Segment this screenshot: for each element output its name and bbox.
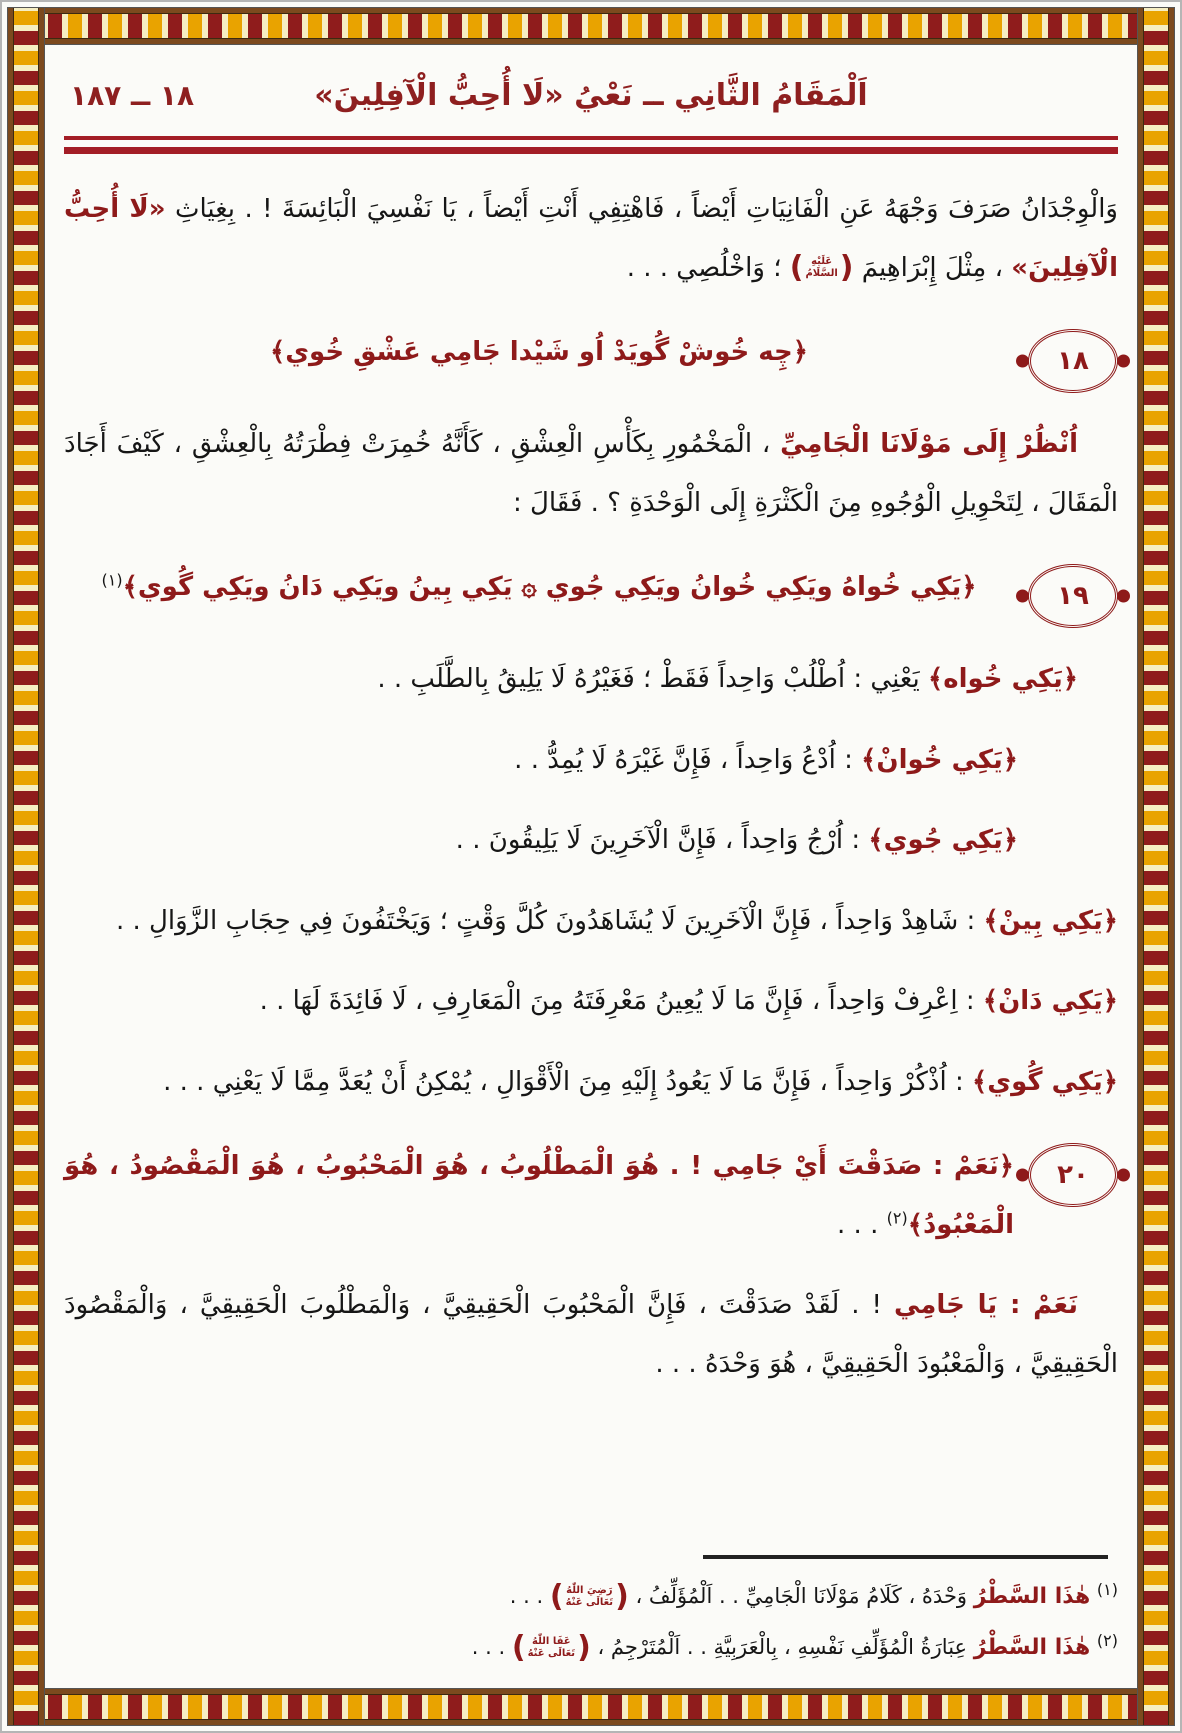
lemma-gloss: : اُرْجُ وَاحِداً ، فَإِنَّ الْآخَرِينَ لَا يَلِيقُونَ . . <box>455 825 869 855</box>
paragraph-affirmation <box>64 1276 1118 1393</box>
paragraph-intro <box>64 180 1118 297</box>
ornamental-border-bottom <box>8 1689 1174 1725</box>
verse-number-badge: ١٨ <box>1028 329 1118 393</box>
jami-lead-red: اُنْظُرْ إِلَى مَوْلَانَا الْجَامِيِّ <box>780 429 1078 459</box>
lemma-red: ﴿يَكِي جُوي﴾ <box>868 825 1018 855</box>
verse-20-text <box>64 1137 1014 1254</box>
intro-text-2: ، مِثْلَ إِبْرَاهِيمَ <box>853 252 1012 283</box>
page-content <box>64 72 1118 1675</box>
intro-text-1: وَالْوِجْدَانُ صَرَفَ وَجْهَهُ عَنِ الْفَانِيَاتِ أَيْضاً ، فَاهْتِفِي أَنْتِ أَيْضاً ، يَا نَفْسِيَ الْبَائِسَةَ ! . بِغِيَاثِ <box>165 194 1118 224</box>
affirmation-red: نَعَمْ : يَا جَامِي <box>893 1290 1078 1320</box>
commentary-line <box>64 972 1118 1031</box>
footnote-separator <box>703 1555 1108 1559</box>
commentary-line <box>64 650 1118 709</box>
footnotes-block <box>64 1555 1118 1675</box>
commentary-line <box>64 892 1118 951</box>
seal-paren-close: ) <box>511 1629 526 1665</box>
footnote-text: وَحْدَهُ ، كَلَامُ مَوْلَانَا الْجَامِيِّ . . اَلْمُؤَلِّفُ ، <box>628 1583 974 1608</box>
lemma-red: ﴿يَكِي گُوي﴾ <box>972 1066 1118 1097</box>
lemma-gloss: : شَاهِدْ وَاحِداً ، فَإِنَّ الْآخَرِينَ لَا يُشَاهَدُونَ كُلَّ وَقْتٍ ؛ وَيَخْتَفُونَ فِي حِجَابِ الزَّوَالِ . . <box>115 905 984 936</box>
verse-number-badge: ١٩ <box>1028 564 1118 628</box>
verse-19-body: ﴿يَكِي خُواهُ ويَكِي خُوانُ ويَكِي جُوي ۞ يَكِي بِينُ ويَكِي دَانُ ويَكِي گُوي﴾ <box>122 572 977 602</box>
ornamental-border-right <box>1138 8 1174 1725</box>
seal-paren-open: ( <box>615 1578 629 1614</box>
verse-19-text <box>64 558 1014 617</box>
verse-18-row <box>64 323 1118 393</box>
footnote-text: عِبَارَةُ الْمُؤَلِّفِ نَفْسِهِ ، بِالْعَرَبِيَّةِ . . اَلْمُتَرْجِمُ ، <box>590 1634 974 1659</box>
intro-text-3: ؛ وَاخْلُصِي . . . <box>626 252 790 283</box>
lemma-red: ﴿يَكِي خُواه﴾ <box>927 664 1078 694</box>
blessing-seal <box>789 250 854 285</box>
verse-number-badge: ٢٠ <box>1028 1143 1118 1207</box>
verse-20-tail: . . . <box>837 1209 887 1240</box>
verse-20-row <box>64 1137 1118 1254</box>
chapter-title: اَلْمَقَامُ الثَّانِي ــ نَعْيُ «لَا أُحِبُّ الْآفِلِينَ» <box>314 78 868 113</box>
footnote-2 <box>64 1624 1118 1671</box>
seal-line-1: رَضِيَ اللّٰهُ <box>566 1584 613 1596</box>
verse-20-body: ﴿نَعَمْ : صَدَقْتَ أَيْ جَامِي ! . هُوَ الْمَطْلُوبُ ، هُوَ الْمَحْبُوبُ ، هُوَ الْمَقْصُودُ ، هُوَ الْمَعْبُودُ﴾ <box>64 1151 1014 1240</box>
commentary-line <box>64 731 1118 790</box>
footnote-lead-red: هٰذَا السَّطْرُ <box>973 1583 1091 1609</box>
page-header <box>64 72 1118 130</box>
seal-text <box>526 1636 578 1660</box>
seal-line-2: تَعَالَى عَنْهُ <box>527 1647 576 1659</box>
footnote-number: (٢) <box>1096 1630 1118 1650</box>
seal-text <box>564 1585 616 1609</box>
seal-line-1: عَفَا اللّٰهُ <box>532 1635 571 1647</box>
seal-text <box>803 256 839 280</box>
lemma-red: ﴿يَكِي بِينْ﴾ <box>983 905 1118 936</box>
seal-paren-close: ) <box>549 1578 564 1614</box>
ornamental-border-left <box>8 8 44 1725</box>
seal-paren-open: ( <box>839 250 854 285</box>
header-double-rule <box>64 136 1118 154</box>
jami-lead-text: ، الْمَخْمُورِ بِكَأْسِ الْعِشْقِ ، كَأَنَّهُ خُمِرَتْ فِطْرَتُهُ بِالْعِشْقِ ، كَيْفَ أَجَادَ الْمَقَالَ ، لِتَحْوِيلِ الْوُجُوهِ مِنَ الْكَثْرَةِ إِلَى الْوَحْدَةِ ؟ . فَقَالَ : <box>64 429 1118 518</box>
lemma-gloss: : اِعْرِفْ وَاحِداً ، فَإِنَّ مَا لَا يُعِينُ مَعْرِفَتَهُ مِنَ الْمَعَارِفِ ، لَا فَائِدَةَ لَهَا . . <box>259 986 983 1016</box>
footnote-tail: . . . <box>509 1583 550 1608</box>
page-numbers: ١٨ ــ ١٨٧ <box>70 79 195 112</box>
seal-paren-close: ) <box>789 250 804 285</box>
footnote-lead-red: هٰذَا السَّطْرُ <box>973 1634 1091 1660</box>
footnote-ref-2: (٢) <box>886 1207 908 1227</box>
lemma-gloss: يَعْنِي : اُطْلُبْ وَاحِداً فَقَطْ ؛ فَغَيْرُهُ لَا يَلِيقُ بِالطَّلَبِ . . <box>377 664 928 694</box>
seal-line-2: السَّلَامُ <box>805 268 838 279</box>
footnote-ref-1: (١) <box>101 570 123 590</box>
seal-line-1: عَلَيْهِ <box>811 256 833 267</box>
affirmation-text: ! . لَقَدْ صَدَقْتَ ، فَإِنَّ الْمَحْبُوبَ الْحَقِيقِيَّ ، وَالْمَطْلُوبَ الْحَقِيقِيَّ ، وَالْمَقْصُودَ الْحَقِيقِيَّ ، وَالْمَعْبُودَ الْحَقِيقِيَّ ، هُوَ وَحْدَهُ . . . <box>64 1290 1118 1379</box>
commentary-line <box>64 811 1118 870</box>
translator-seal <box>511 1629 591 1665</box>
footnote-number: (١) <box>1096 1579 1118 1599</box>
lemma-gloss: : اُذْكُرْ وَاحِداً ، فَإِنَّ مَا لَا يَعُودُ إِلَيْهِ مِنَ الْأَقْوَالِ ، يُمْكِنُ أَنْ يُعَدَّ مِمَّا لَا يَعْنِي . . . <box>163 1066 973 1097</box>
author-seal <box>549 1578 629 1614</box>
footnote-1 <box>64 1573 1118 1620</box>
paragraph-commentary-intro <box>64 415 1118 532</box>
seal-paren-open: ( <box>577 1629 591 1665</box>
lemma-red: ﴿يَكِي دَانْ﴾ <box>982 986 1118 1016</box>
verse-18-text: ﴿چِه خُوشْ گُويَدْ اُو شَيْدا جَامِي عَشْقِ خُوي﴾ <box>269 337 809 367</box>
lemma-gloss: : اُدْعُ وَاحِداً ، فَإِنَّ غَيْرَهُ لَا يُمِدُّ . . <box>514 744 862 775</box>
ornamental-border-top <box>8 8 1174 44</box>
footnote-tail: . . . <box>471 1634 512 1659</box>
verse-19-row <box>64 558 1118 628</box>
lemma-red: ﴿يَكِي خُوانْ﴾ <box>861 744 1018 775</box>
commentary-line <box>64 1053 1118 1112</box>
quoted-phrase: «لَا أُحِبُّ الْآفِلِينَ» <box>64 194 1118 283</box>
seal-line-2: تَعَالَى عَنْهُ <box>565 1596 614 1608</box>
